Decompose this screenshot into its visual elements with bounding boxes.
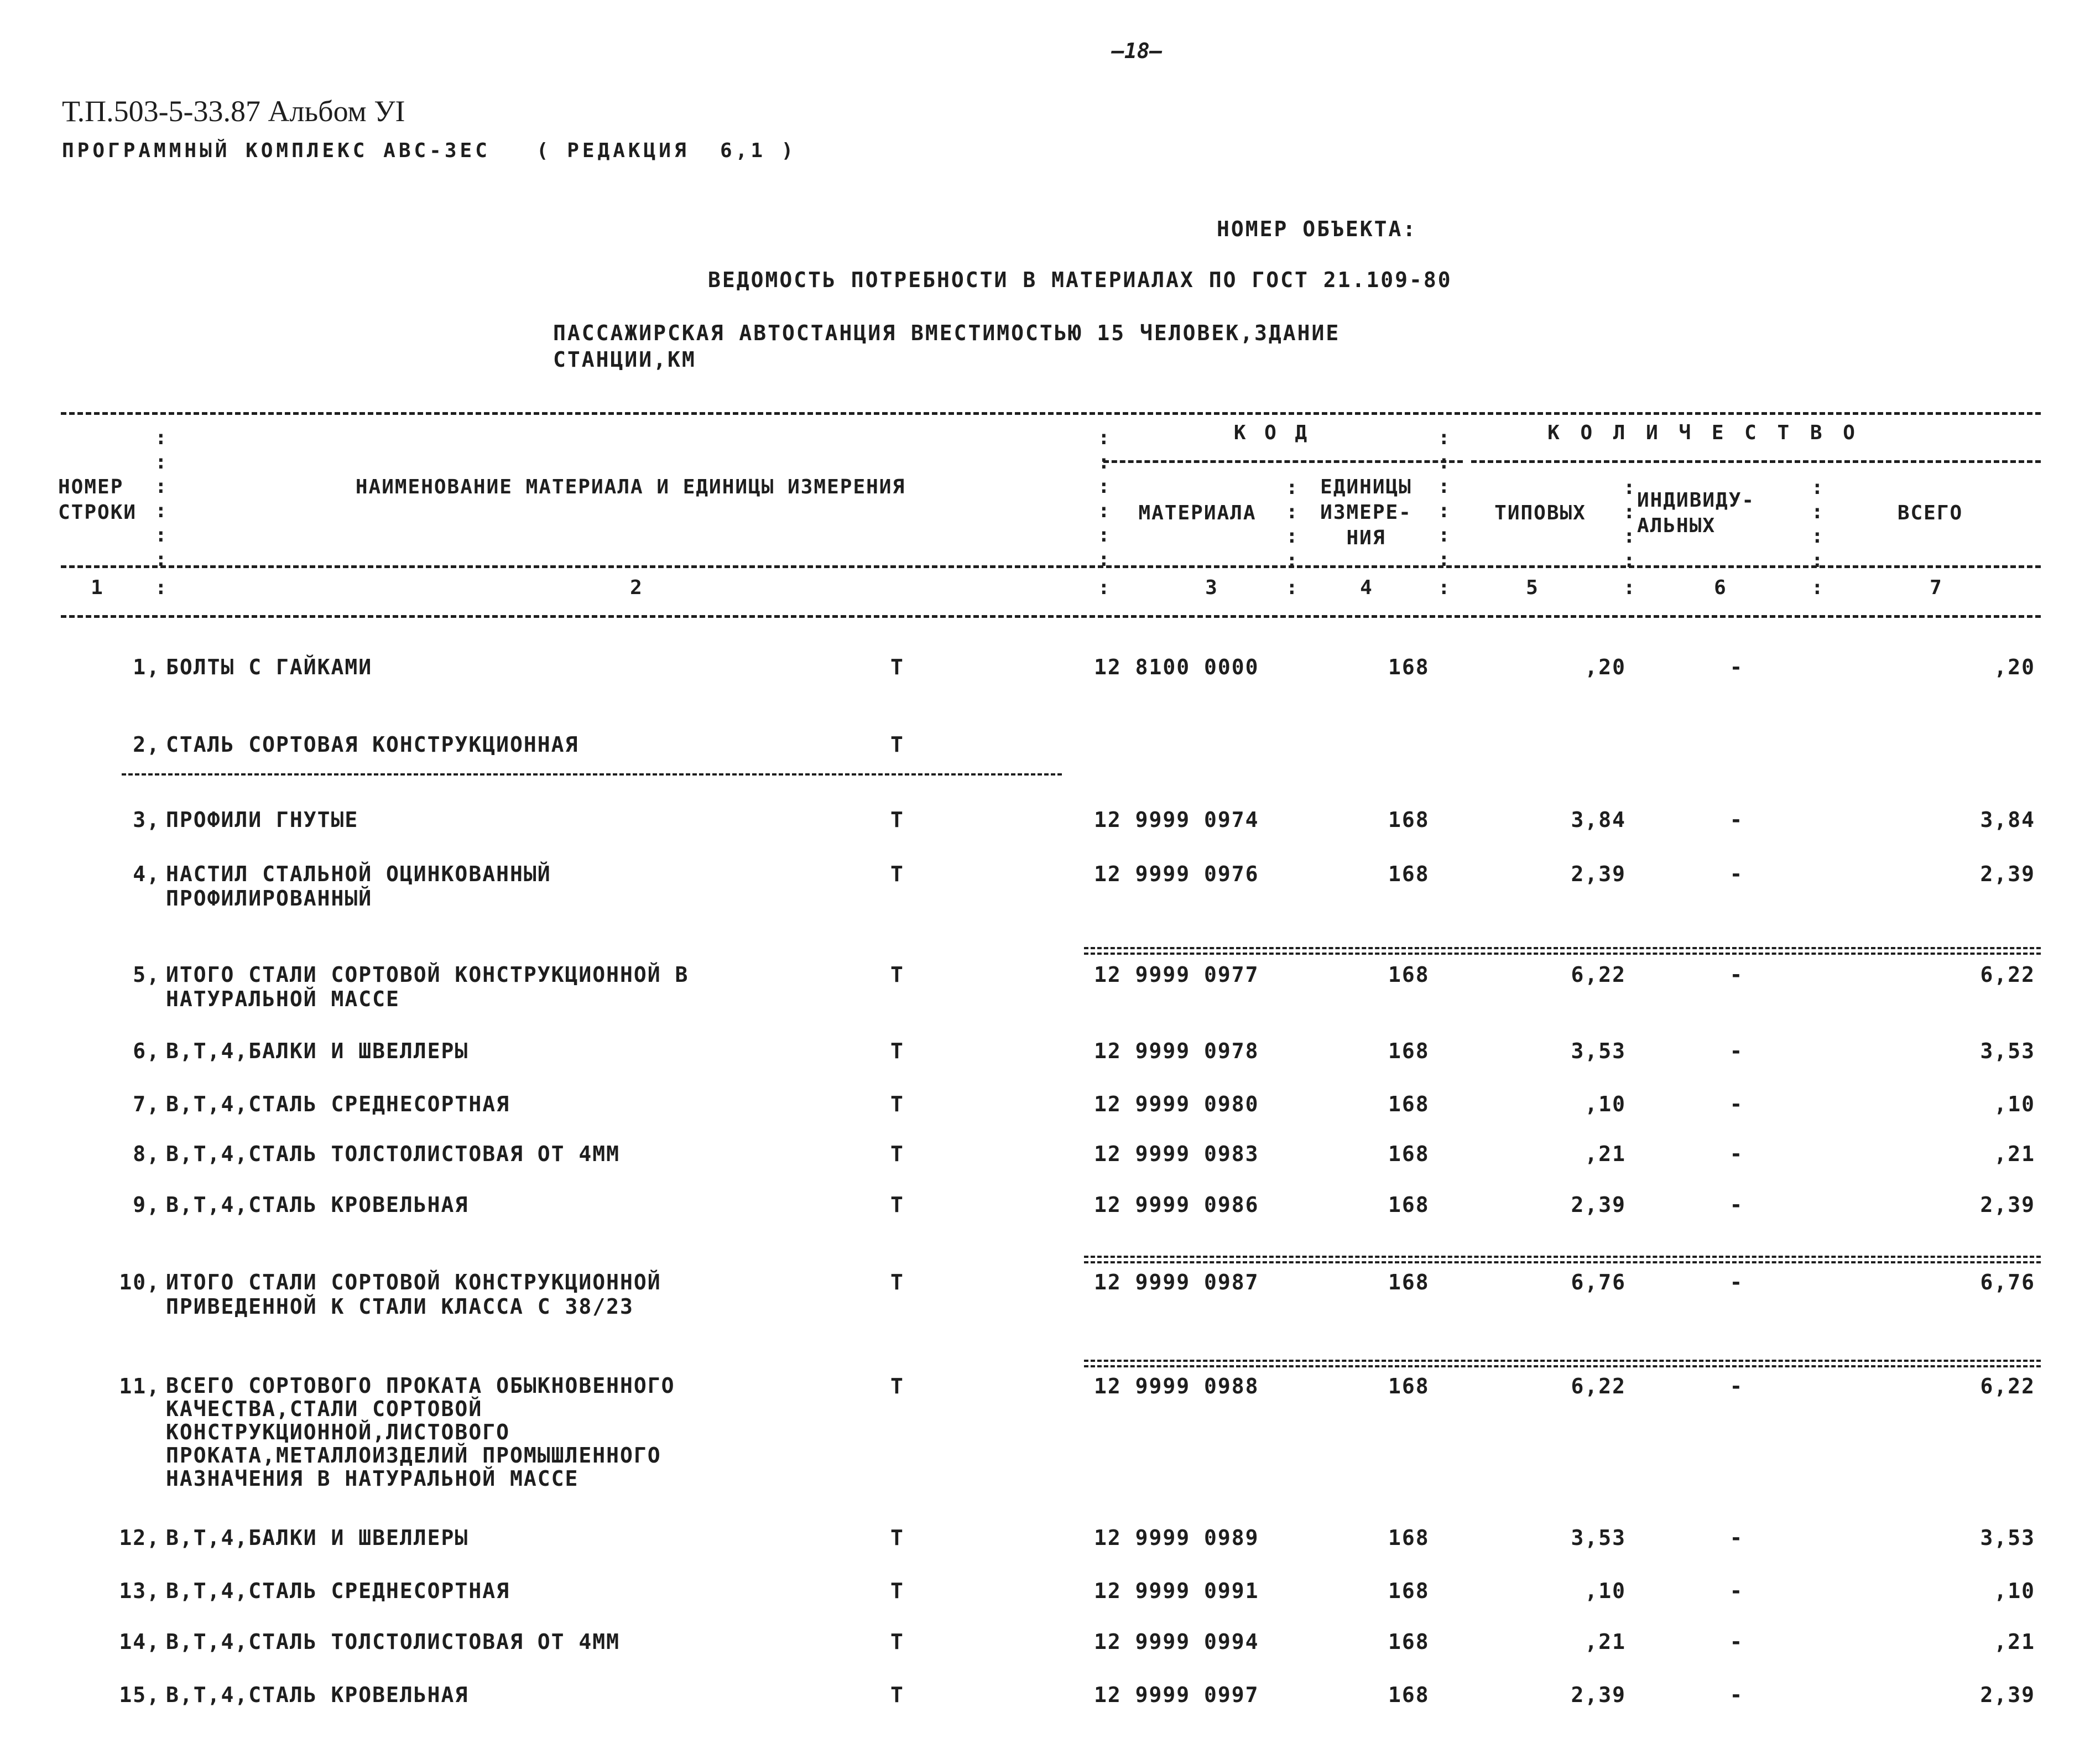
material-name: НАСТИЛ СТАЛЬНОЙ ОЦИНКОВАННЫЙ ПРОФИЛИРОВАННЫЙ <box>166 862 551 910</box>
material-code: 12 9999 0994 <box>1094 1630 1259 1654</box>
qty-individual: - <box>1729 808 1744 832</box>
row-number: 4, <box>133 862 160 886</box>
program-line: ПРОГРАММНЫЙ КОМПЛЕКС АВС-3ЕС ( РЕДАКЦИЯ 6,1 ) <box>62 139 797 162</box>
unit-code: 168 <box>1388 1683 1430 1707</box>
material-name: ИТОГО СТАЛИ СОРТОВОЙ КОНСТРУКЦИОННОЙ ПРИВЕДЕННОЙ К СТАЛИ КЛАССА С 38/23 <box>166 1270 661 1319</box>
header-bottom-rule <box>61 615 2041 618</box>
col-number-3: 3 <box>1205 576 1217 599</box>
header-separator: : <box>1438 576 1450 599</box>
material-name: В,Т,4,СТАЛЬ ТОЛСТОЛИСТОВАЯ ОТ 4ММ <box>166 1142 620 1166</box>
album-title: Т.П.503-5-33.87 Альбом УI <box>62 95 405 128</box>
qty-individual: - <box>1729 1630 1744 1654</box>
material-name: В,Т,4,СТАЛЬ СРЕДНЕСОРТНАЯ <box>166 1092 510 1116</box>
unit-code: 168 <box>1388 808 1430 832</box>
material-code: 12 9999 0980 <box>1094 1092 1259 1116</box>
unit: Т <box>890 808 904 832</box>
material-code: 12 9999 0986 <box>1094 1193 1259 1217</box>
qty-individual: - <box>1729 1374 1744 1398</box>
unit: Т <box>890 1579 904 1603</box>
unit-code: 168 <box>1388 1039 1430 1063</box>
code-group-rule <box>1103 460 1463 463</box>
qty-typical: 6,76 <box>1571 1270 1626 1294</box>
qty-total: 2,39 <box>1980 1193 2035 1217</box>
row-number: 1, <box>133 655 160 679</box>
qty-individual: - <box>1729 962 1744 987</box>
qty-individual: - <box>1729 655 1744 679</box>
qty-typical: ,21 <box>1585 1142 1626 1166</box>
header-code-group: К О Д <box>1233 422 1311 444</box>
qty-individual: - <box>1729 1193 1744 1217</box>
qty-typical: 6,22 <box>1571 962 1626 987</box>
row-number: 13, <box>119 1579 160 1603</box>
unit-code: 168 <box>1388 1142 1430 1166</box>
qty-group-rule <box>1471 460 2041 463</box>
qty-total: ,20 <box>1994 655 2035 679</box>
subtotal-rule <box>1084 947 2041 955</box>
qty-total: 3,53 <box>1980 1526 2035 1550</box>
qty-total: ,21 <box>1994 1630 2035 1654</box>
header-separator: : <box>1098 576 1110 599</box>
qty-typical: 2,39 <box>1571 1683 1626 1707</box>
header-separator: : : : : <box>1811 476 1823 572</box>
qty-total: ,10 <box>1994 1092 2035 1116</box>
qty-total: ,10 <box>1994 1579 2035 1603</box>
row-number: 15, <box>119 1683 160 1707</box>
col-number-6: 6 <box>1714 576 1726 599</box>
unit-code: 168 <box>1388 1579 1430 1603</box>
header-separator: : : : : <box>1286 476 1298 572</box>
unit: Т <box>890 962 904 987</box>
qty-total: 3,53 <box>1980 1039 2035 1063</box>
header-separator: : <box>1286 576 1298 599</box>
unit: Т <box>890 1374 904 1398</box>
material-name: В,Т,4,СТАЛЬ КРОВЕЛЬНАЯ <box>166 1683 469 1707</box>
qty-total: 3,84 <box>1980 808 2035 832</box>
row-number: 8, <box>133 1142 160 1166</box>
qty-individual: - <box>1729 1039 1744 1063</box>
header-separator: : <box>1811 576 1823 599</box>
unit: Т <box>890 1092 904 1116</box>
qty-individual: - <box>1729 1579 1744 1603</box>
qty-typical: ,10 <box>1585 1579 1626 1603</box>
row-number: 11, <box>119 1374 160 1398</box>
header-qty-individual: ИНДИВИДУ- АЛЬНЫХ <box>1637 489 1755 537</box>
row-number: 7, <box>133 1092 160 1116</box>
document-title: ВЕДОМОСТЬ ПОТРЕБНОСТИ В МАТЕРИАЛАХ ПО ГОСТ 21.109-80 <box>708 268 1452 292</box>
material-code: 12 9999 0976 <box>1094 862 1259 886</box>
qty-typical: 2,39 <box>1571 1193 1626 1217</box>
header-name: НАИМЕНОВАНИЕ МАТЕРИАЛА И ЕДИНИЦЫ ИЗМЕРЕНИЯ <box>355 476 906 498</box>
header-mid-rule <box>61 565 2041 568</box>
row-number: 9, <box>133 1193 160 1217</box>
unit: Т <box>890 1630 904 1654</box>
material-name: В,Т,4,СТАЛЬ СРЕДНЕСОРТНАЯ <box>166 1579 510 1603</box>
unit: Т <box>890 862 904 886</box>
object-name <box>553 320 1340 373</box>
material-code: 12 9999 0989 <box>1094 1526 1259 1550</box>
qty-typical: ,10 <box>1585 1092 1626 1116</box>
unit: Т <box>890 1142 904 1166</box>
material-code: 12 9999 0988 <box>1094 1374 1259 1398</box>
header-separator: : <box>155 576 167 599</box>
qty-total: 6,22 <box>1980 962 2035 987</box>
unit: Т <box>890 1039 904 1063</box>
row-number: 14, <box>119 1630 160 1654</box>
page-number: —18— <box>1112 39 1163 63</box>
header-qty-typical: ТИПОВЫХ <box>1494 502 1586 524</box>
qty-typical: 3,84 <box>1571 808 1626 832</box>
subtotal-rule <box>1084 1256 2041 1263</box>
unit-code: 168 <box>1388 1526 1430 1550</box>
material-name: СТАЛЬ СОРТОВАЯ КОНСТРУКЦИОННАЯ <box>166 732 579 757</box>
material-name: ИТОГО СТАЛИ СОРТОВОЙ КОНСТРУКЦИОННОЙ В НАТУРАЛЬНОЙ МАССЕ <box>166 962 689 1011</box>
qty-total: ,21 <box>1994 1142 2035 1166</box>
header-separator: : : : : : : <box>1098 426 1110 571</box>
row-number: 2, <box>133 732 160 757</box>
unit-code: 168 <box>1388 962 1430 987</box>
material-code: 12 8100 0000 <box>1094 655 1259 679</box>
qty-typical: 6,22 <box>1571 1374 1626 1398</box>
material-name: ВСЕГО СОРТОВОГО ПРОКАТА ОБЫКНОВЕННОГО КАЧЕСТВА,СТАЛИ СОРТОВОЙ КОНСТРУКЦИОННОЙ,ЛИСТОВОГО ПРОКАТА,МЕТАЛЛОИЗДЕЛИЙ ПРОМЫШЛЕННОГО НАЗНАЧЕНИЯ В НАТУРАЛЬНОЙ МАССЕ <box>166 1373 675 1491</box>
qty-individual: - <box>1729 1683 1744 1707</box>
header-row-no: НОМЕР СТРОКИ <box>58 476 137 524</box>
qty-typical: 2,39 <box>1571 862 1626 886</box>
material-code: 12 9999 0987 <box>1094 1270 1259 1294</box>
qty-typical: 3,53 <box>1571 1526 1626 1550</box>
unit-code: 168 <box>1388 655 1430 679</box>
object-name-line2: СТАНЦИИ,КМ <box>553 347 696 372</box>
qty-individual: - <box>1729 1142 1744 1166</box>
material-code: 12 9999 0978 <box>1094 1039 1259 1063</box>
unit: Т <box>890 1193 904 1217</box>
header-qty-group: К О Л И Ч Е С Т В О <box>1547 422 1859 444</box>
table-top-rule <box>61 412 2041 415</box>
qty-individual: - <box>1729 1526 1744 1550</box>
unit: Т <box>890 655 904 679</box>
material-name: ПРОФИЛИ ГНУТЫЕ <box>166 808 359 832</box>
material-name: В,Т,4,БАЛКИ И ШВЕЛЛЕРЫ <box>166 1039 469 1063</box>
material-name: В,Т,4,СТАЛЬ КРОВЕЛЬНАЯ <box>166 1193 469 1217</box>
row-number: 12, <box>119 1526 160 1550</box>
qty-total: 2,39 <box>1980 1683 2035 1707</box>
qty-individual: - <box>1729 862 1744 886</box>
material-code: 12 9999 0991 <box>1094 1579 1259 1603</box>
header-separator: : : : : <box>1623 476 1635 572</box>
qty-individual: - <box>1729 1092 1744 1116</box>
header-separator: : : : : : : <box>1438 426 1450 571</box>
qty-individual: - <box>1729 1270 1744 1294</box>
unit-code: 168 <box>1388 862 1430 886</box>
unit-code: 168 <box>1388 1270 1430 1294</box>
material-code: 12 9999 0997 <box>1094 1683 1259 1707</box>
material-name: В,Т,4,СТАЛЬ ТОЛСТОЛИСТОВАЯ ОТ 4ММ <box>166 1630 620 1654</box>
qty-typical: 3,53 <box>1571 1039 1626 1063</box>
section-underline <box>122 773 1062 776</box>
header-qty-total: ВСЕГО <box>1897 502 1963 524</box>
row-number: 10, <box>119 1270 160 1294</box>
header-code-unit: ЕДИНИЦЫ ИЗМЕРЕ- НИЯ <box>1320 476 1412 549</box>
header-code-material: МАТЕРИАЛА <box>1138 502 1257 524</box>
material-code: 12 9999 0974 <box>1094 808 1259 832</box>
row-number: 3, <box>133 808 160 832</box>
object-number-label: НОМЕР ОБЪЕКТА: <box>1217 217 1417 241</box>
qty-typical: ,20 <box>1585 655 1626 679</box>
unit: Т <box>890 1683 904 1707</box>
unit: Т <box>890 1526 904 1550</box>
material-code: 12 9999 0983 <box>1094 1142 1259 1166</box>
unit: Т <box>890 1270 904 1294</box>
material-code: 12 9999 0977 <box>1094 962 1259 987</box>
subtotal-rule <box>1084 1360 2041 1367</box>
unit-code: 168 <box>1388 1193 1430 1217</box>
header-separator: : <box>1623 576 1635 599</box>
qty-total: 6,76 <box>1980 1270 2035 1294</box>
row-number: 6, <box>133 1039 160 1063</box>
unit-code: 168 <box>1388 1374 1430 1398</box>
qty-total: 2,39 <box>1980 862 2035 886</box>
material-name: БОЛТЫ С ГАЙКАМИ <box>166 655 373 679</box>
unit: Т <box>890 732 904 757</box>
row-number: 5, <box>133 962 160 987</box>
header-separator: : : : : : : <box>155 426 167 571</box>
qty-total: 6,22 <box>1980 1374 2035 1398</box>
object-name-line1: ПАССАЖИРСКАЯ АВТОСТАНЦИЯ ВМЕСТИМОСТЬЮ 15 ЧЕЛОВЕК,ЗДАНИЕ <box>553 321 1341 345</box>
material-name: В,Т,4,БАЛКИ И ШВЕЛЛЕРЫ <box>166 1526 469 1550</box>
col-number-7: 7 <box>1930 576 1942 599</box>
col-number-2: 2 <box>630 576 642 599</box>
col-number-1: 1 <box>91 576 103 599</box>
qty-typical: ,21 <box>1585 1630 1626 1654</box>
col-number-5: 5 <box>1526 576 1538 599</box>
unit-code: 168 <box>1388 1630 1430 1654</box>
unit-code: 168 <box>1388 1092 1430 1116</box>
col-number-4: 4 <box>1360 576 1372 599</box>
